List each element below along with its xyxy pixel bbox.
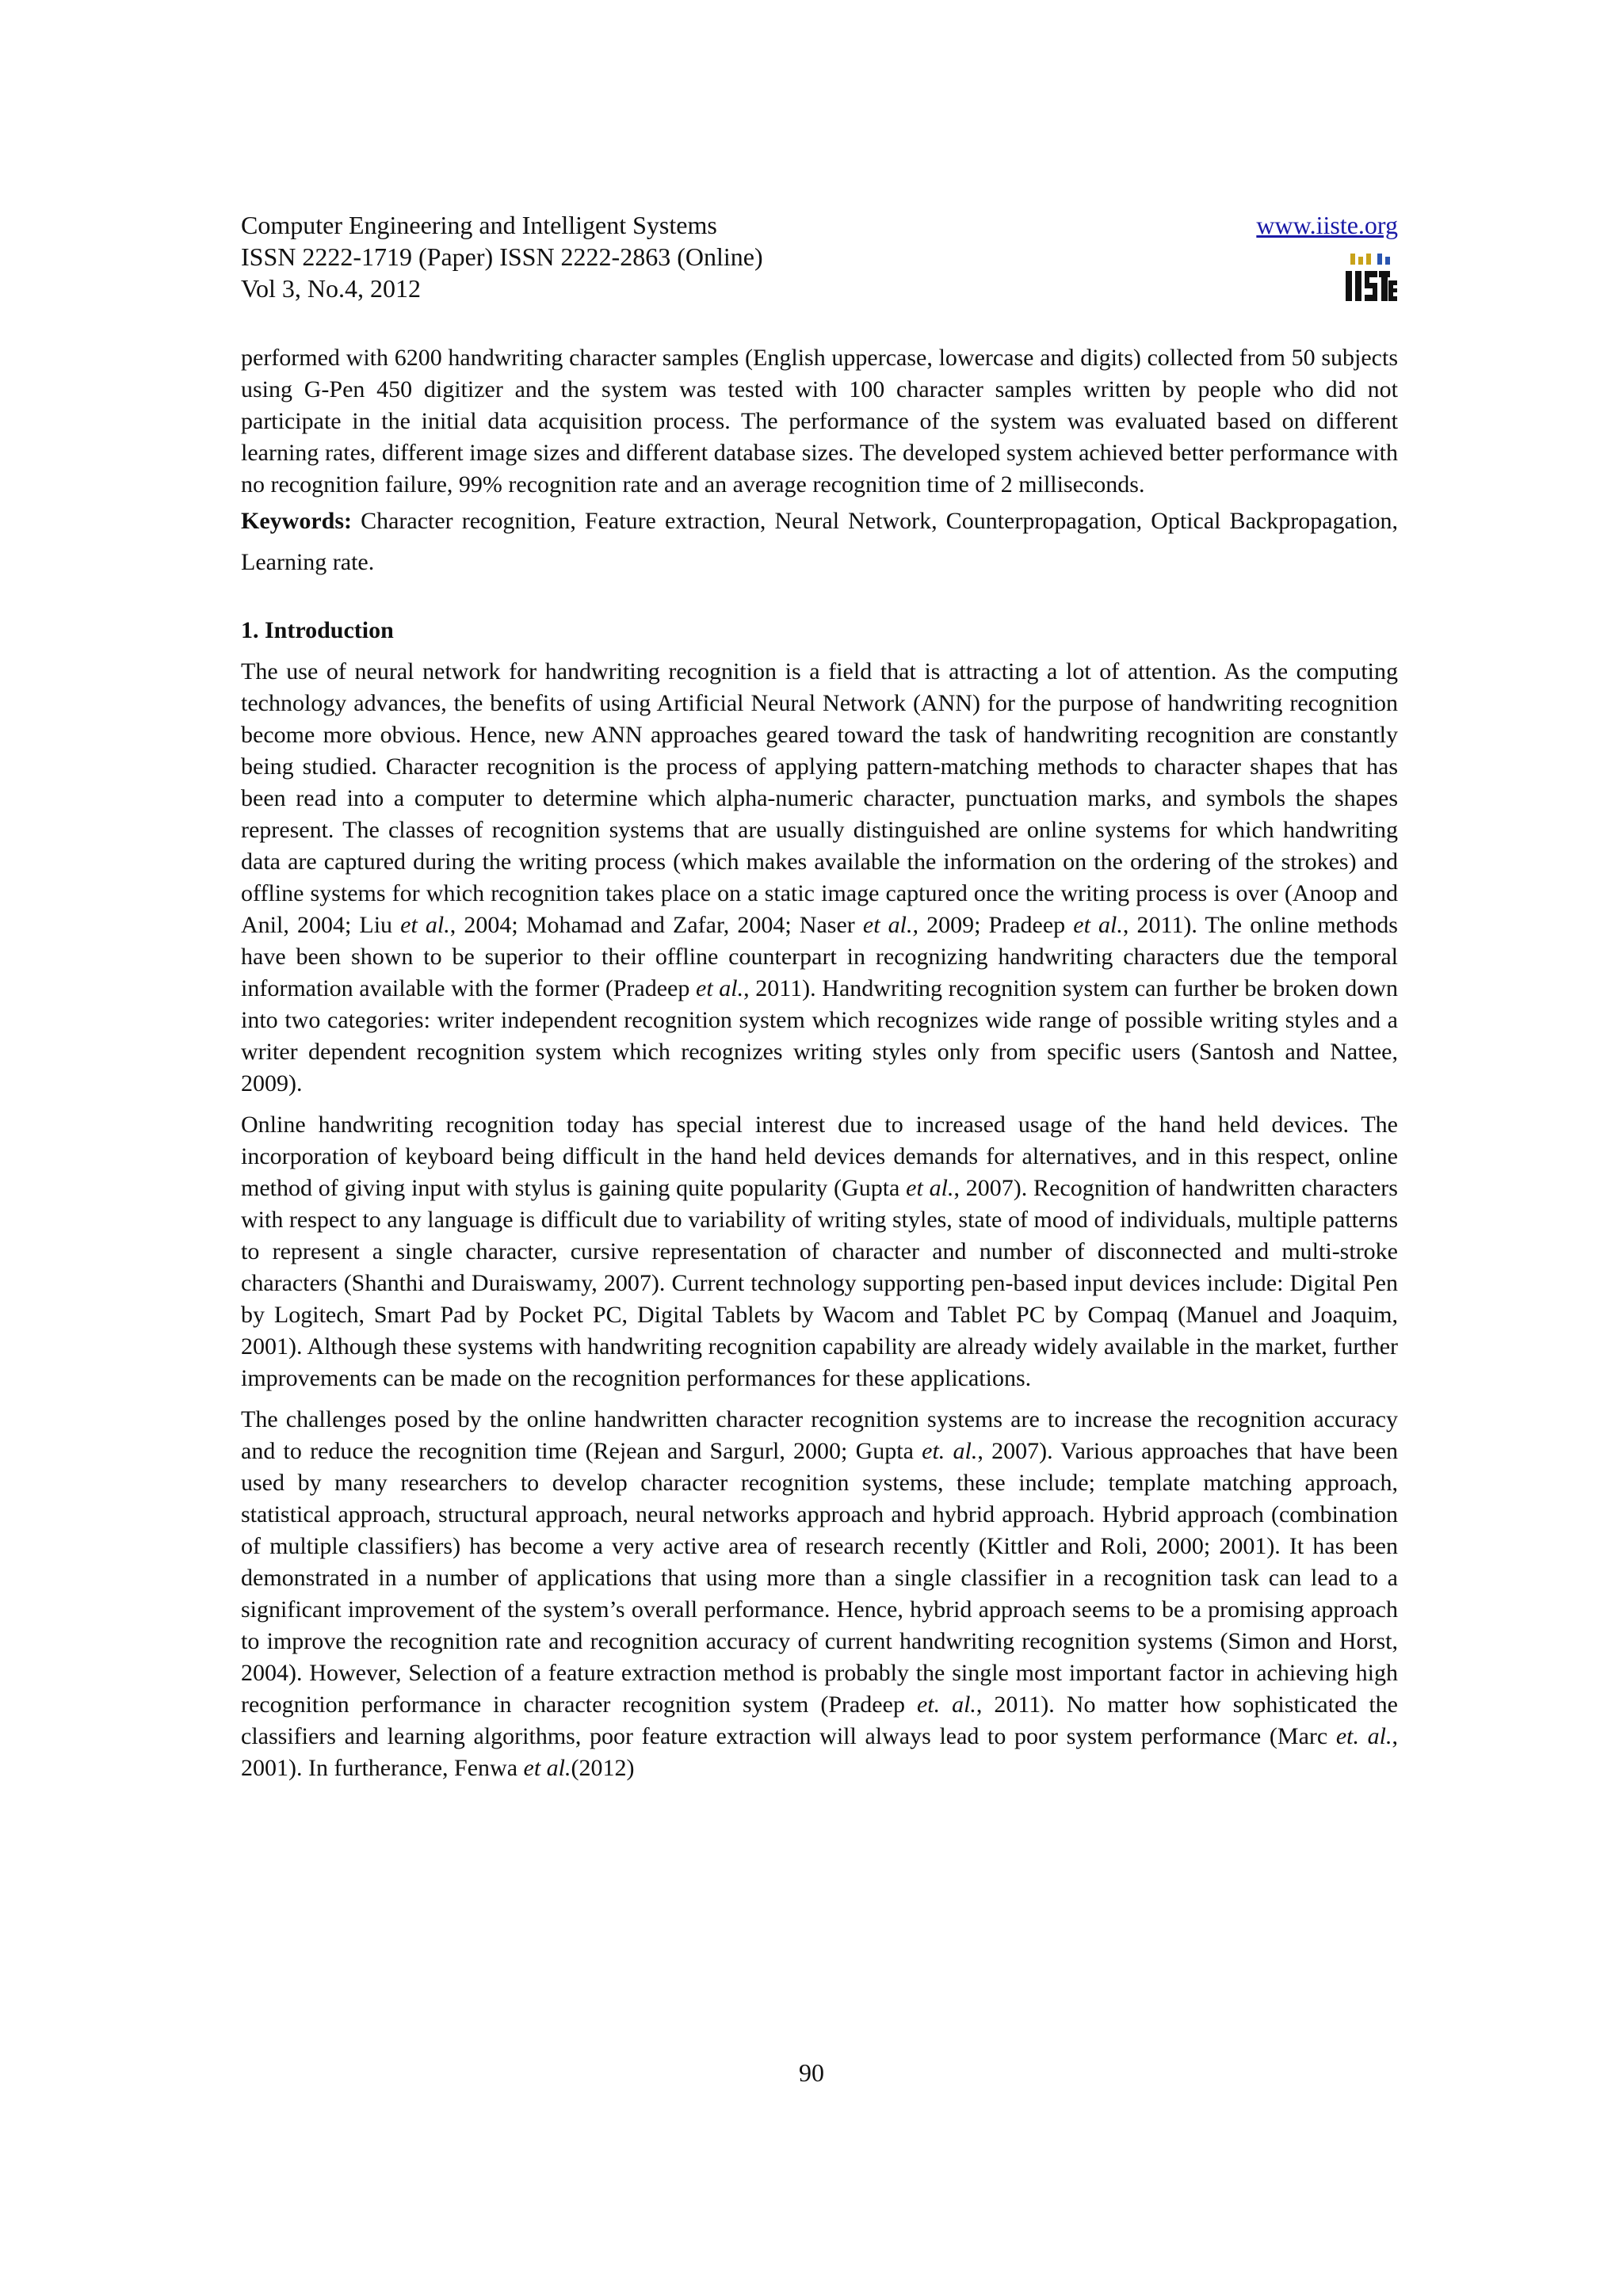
journal-issn: ISSN 2222-1719 (Paper) ISSN 2222-2863 (Online) [241, 242, 763, 271]
text-run: , 2007). Various approaches that have been used by many researchers to develop character recognition systems, these include; template matching approach, statistical approach, structural approach, neural networks approach and hybrid approach. Hybrid approach (combination of multiple classifiers) has become a very active area of research recently (Kittler and Roli, 2000; 2001). It has been demonstrated in a number of applications that using more than a single classifier in a recognition task can lead to a significant improvement of the system’s overall performance. Hence, hybrid approach seems to be a promising approach to improve the recognition rate and recognition accuracy of current handwriting recognition systems (Simon and Horst, 2004). However, Selection of a feature extraction method is probably the single most important factor in achieving high recognition performance in character recognition system (Pradeep [241, 1438, 1398, 1718]
website-link[interactable]: www.iiste.org [1256, 211, 1398, 239]
italic-run: et al. [400, 912, 450, 938]
text-run: 2009; Pradeep [918, 912, 1074, 938]
text-run: , 2001). In furtherance, Fenwa [241, 1723, 1398, 1781]
page-body [241, 342, 1398, 1794]
text-run: , 2011). No matter how sophisticated the classifiers and learning algorithms, poor feature extraction will always lead to poor system performance (Marc [241, 1691, 1398, 1749]
keywords [241, 501, 1398, 583]
text-run: , 2011). Handwriting recognition system can further be broken down into two categories: writer independent recognition system which recognizes wide range of possible writing styles and a writer dependent recognition system which recognizes writing styles only from specific users (Santosh and Nattee, 2009). [241, 975, 1398, 1097]
section-heading: 1. Introduction [241, 617, 394, 643]
text-run: , 2007). Recognition of handwritten characters with respect to any language is difficult due to variability of writing styles, state of mood of individuals, multiple patterns to represent a single character, cursive representation of character and number of disconnected and multi-stroke characters (Shanthi and Duraiswamy, 2007). Current technology supporting pen-based input devices include: Digital Pen by Logitech, Smart Pad by Pocket PC, Digital Tablets by Wacom and Tablet PC by Compaq (Manuel and Joaquim, 2001). Although these systems with handwriting recognition capability are already widely available in the market, further improvements can be made on the recognition performances for these applications. [241, 1175, 1398, 1391]
italic-run: et. al. [1335, 1723, 1392, 1749]
italic-run: et al. [696, 975, 744, 1001]
text-run: , 2011). The online methods have been shown to be superior to their offline counterpart in recognizing handwriting characters due the temporal information available with the former (Pradeep [241, 912, 1398, 1001]
italic-run: et al. [906, 1175, 954, 1201]
italic-run: et. al. [922, 1438, 978, 1464]
page-number: 90 [799, 2058, 824, 2087]
text-run: The challenges posed by the online handwritten character recognition systems are to increase the recognition accuracy and to reduce the recognition time (Rejean and Sargurl, 2000; Gupta [241, 1406, 1398, 1464]
paragraph [241, 1109, 1398, 1394]
italic-run: et al. [1073, 912, 1123, 938]
text-run: , 2004; Mohamad and Zafar, 2004; Naser [449, 912, 863, 938]
italic-run: et. al. [916, 1691, 976, 1718]
italic-run: et al. [523, 1755, 571, 1781]
journal-info [241, 209, 763, 304]
text-run: Online handwriting recognition today has special interest due to increased usage of the hand held devices. The incorporation of keyboard being difficult in the hand held devices demands for alternatives, and in this respect, online method of giving input with stylus is gaining quite popularity (Gupta [241, 1112, 1398, 1201]
page-header [241, 209, 1398, 312]
text-run: The use of neural network for handwriting recognition is a field that is attracting a lot of attention. As the computing technology advances, the benefits of using Artificial Neural Network (ANN) for the purpose of handwriting recognition become more obvious. Hence, new ANN approaches geared toward the task of handwriting recognition are constantly being studied. Character recognition is the process of applying pattern-matching methods to character shapes that has been read into a computer to determine which alpha-numeric character, punctuation marks, and symbols the shapes represent. The classes of recognition systems that are usually distinguished are online systems for which handwriting data are captured during the writing process (which makes available the information on the ordering of the strokes) and offline systems for which recognition takes place on a static image captured once the writing process is over (Anoop and Anil, 2004; Liu [241, 658, 1398, 938]
iiste-logo-icon [1344, 252, 1398, 304]
text-run: (2012) [571, 1755, 635, 1781]
keywords-text: Character recognition, Feature extraction, Neural Network, Counterpropagation, Optical Backpropagation, Learning rate. [241, 508, 1398, 575]
italic-run: et al., [862, 912, 918, 938]
abstract-continuation: performed with 6200 handwriting character samples (English uppercase, lowercase and digits) collected from 50 subjects using G-Pen 450 digitizer and the system was tested with 100 character samples written by people who did not participate in the initial data acquisition process. The performance of the system was evaluated based on different learning rates, different image sizes and different database sizes. The developed system achieved better performance with no recognition failure, 99% recognition rate and an average recognition time of 2 milliseconds. [241, 345, 1398, 498]
journal-title: Computer Engineering and Intelligent Systems [241, 211, 717, 239]
journal-volume: Vol 3, No.4, 2012 [241, 274, 421, 303]
paragraph [241, 1404, 1398, 1784]
paragraph [241, 656, 1398, 1100]
header-right [1256, 209, 1398, 241]
keywords-label: Keywords: [241, 508, 352, 534]
